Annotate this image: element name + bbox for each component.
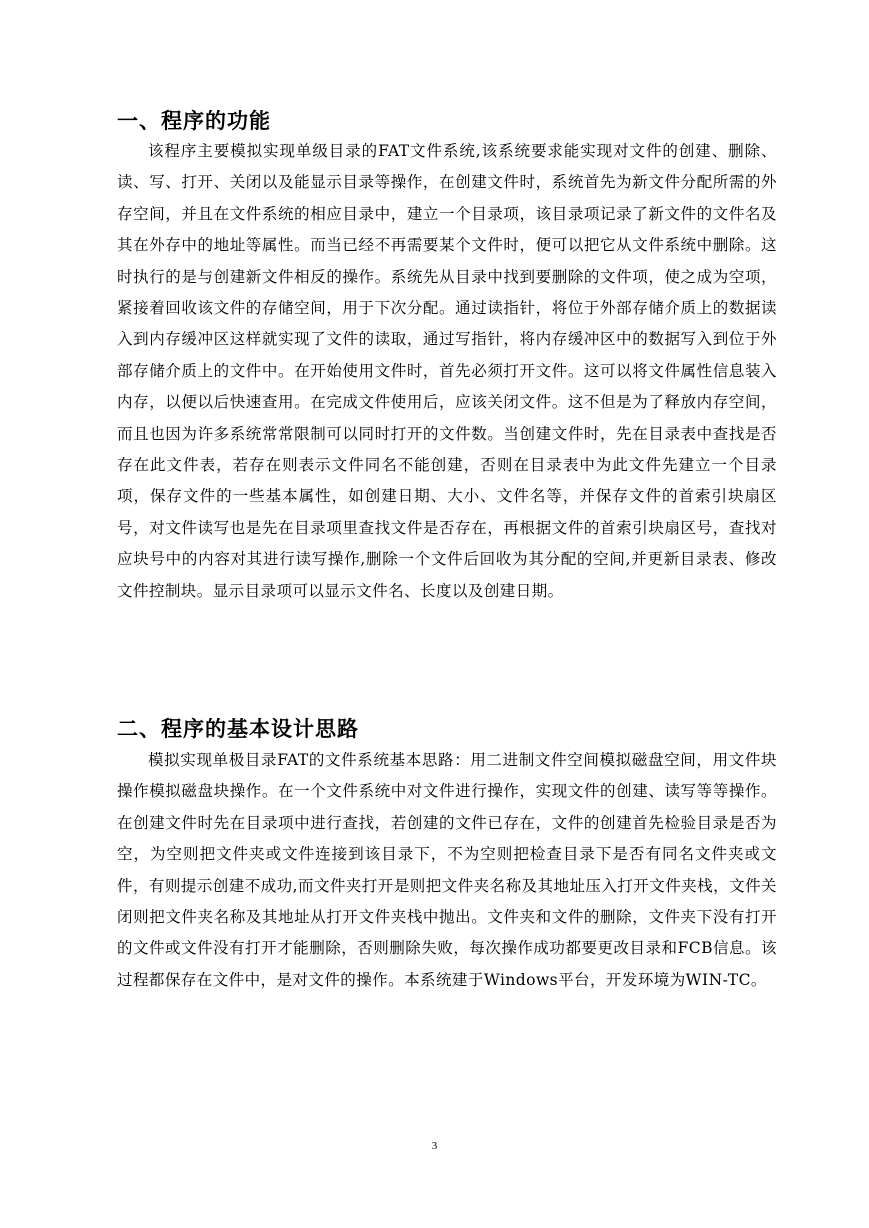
section-body-function: 该程序主要模拟实现单级目录的FAT文件系统,该系统要求能实现对文件的创建、删除、读、写、打开、关闭以及能显示目录等操作，在创建文件时，系统首先为新文件分配所需的外存空间，并且在文件系统的相应目录中，建立一个目录项，该目录项记录了新文件的文件名及其在外存中的地址等属性。而当已经不再需要某个文件时，便可以把它从文件系统中删除。这时执行的是与创建新文件相反的操作。系统先从目录中找到要删除的文件项，使之成为空项，紧接着回收该文件的存储空间，用于下次分配。通过读指针，将位于外部存储介质上的数据读入到内存缓冲区这样就实现了文件的读取，通过写指针，将内存缓冲区中的数据写入到位于外部存储介质上的文件中。在开始使用文件时，首先必须打开文件。这可以将文件属性信息装入内存，以便以后快速查用。在完成文件使用后，应该关闭文件。这不但是为了释放内存空间，而且也因为许多系统常常限制可以同时打开的文件数。当创建文件时，先在目录表中查找是否存在此文件表，若存在则表示文件同名不能创建，否则在目录表中为此文件先建立一个目录项，保存文件的一些基本属性，如创建日期、大小、文件名等，并保存文件的首索引块扇区号，对文件读写也是先在目录项里查找文件是否存在，再根据文件的首索引块扇区号，查找对应块号中的内容对其进行读写操作,删除一个文件后回收为其分配的空间,并更新目录表、修改文件控制块。显示目录项可以显示文件名、长度以及创建日期。 — [117, 142, 777, 600]
section-heading-design: 二、程序的基本设计思路 — [117, 717, 359, 741]
page-number: 3 — [431, 1140, 438, 1152]
section-body-design: 模拟实现单极目录FAT的文件系统基本思路：用二进制文件空间模拟磁盘空间，用文件块操作模拟磁盘块操作。在一个文件系统中对文件进行操作，实现文件的创建、读写等等操作。在创建文件时先在目录项中进行查找，若创建的文件已存在，文件的创建首先检验目录是否为空，为空则把文件夹或文件连接到该目录下，不为空则把检查目录下是否有同名文件夹或文件，有则提示创建不成功,而文件夹打开是则把文件夹名称及其地址压入打开文件夹栈，文件关闭则把文件夹名称及其地址从打开文件夹栈中抛出。文件夹和文件的删除，文件夹下没有打开的文件或文件没有打开才能删除，否则删除失败，每次操作成功都要更改目录和FCB信息。该过程都保存在文件中，是对文件的操作。本系统建于Windows平台，开发环境为WIN-TC。 — [117, 751, 777, 989]
section-heading-function: 一、程序的功能 — [117, 109, 271, 133]
